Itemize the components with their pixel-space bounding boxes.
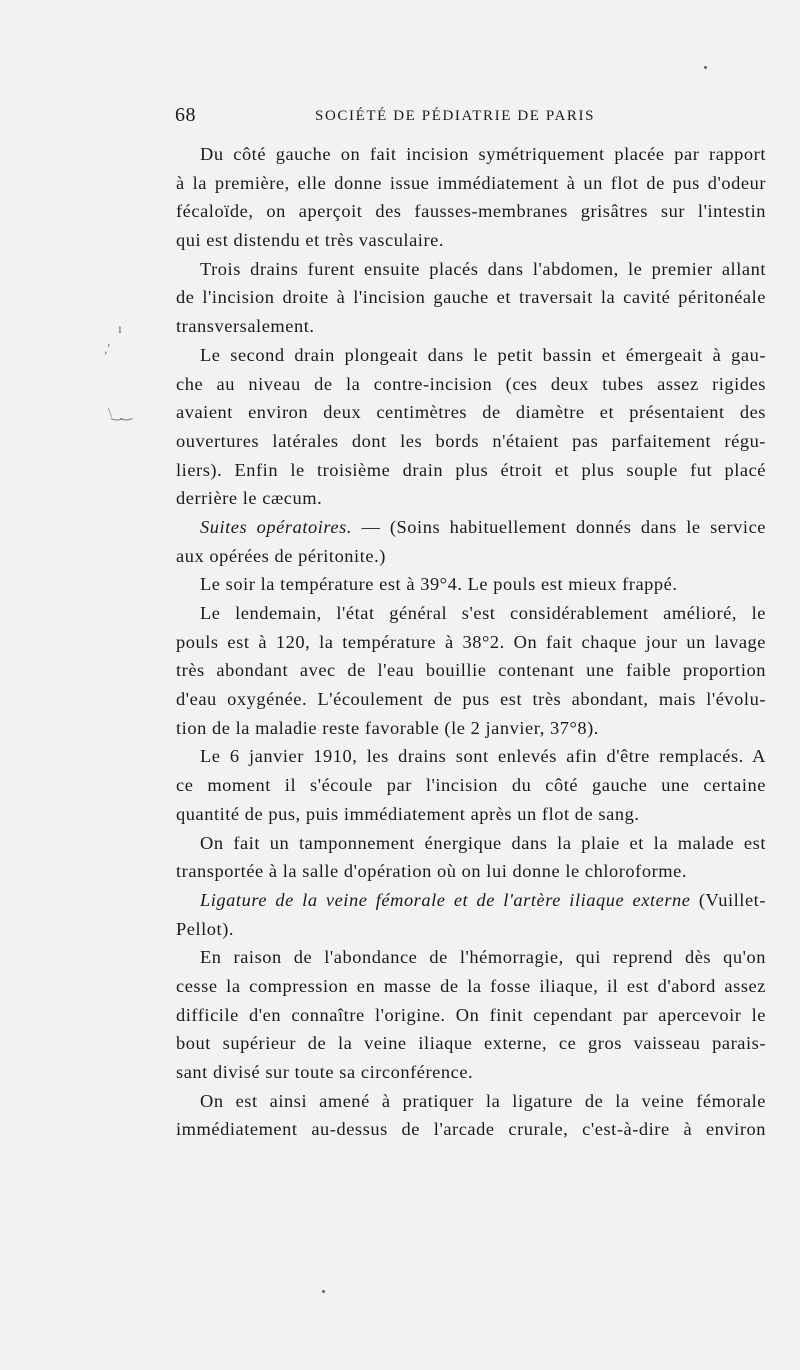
text-line	[176, 829, 766, 858]
text-line	[176, 140, 766, 169]
text-line	[176, 742, 766, 771]
line-text: qui est distendu et très vasculaire.	[176, 230, 445, 251]
line-text: Trois drains furent ensuite placés dans l'abdomen, le premier allant	[200, 258, 766, 279]
line-text: immédiatement au-dessus de l'arcade crurale, c'est-à-dire à environ	[176, 1119, 766, 1140]
line-text: — (Soins habituellement donnés dans le service	[352, 516, 766, 537]
text-line	[176, 628, 766, 657]
line-text: Du côté gauche on fait incision symétriquement placée par rapport	[200, 144, 766, 164]
text-line	[176, 714, 766, 743]
line-text: sant divisé sur toute sa circonférence.	[176, 1062, 474, 1082]
text-line	[176, 857, 766, 886]
text-line	[176, 771, 766, 800]
line-text: On fait un tamponnement énergique dans la plaie et la malade est	[200, 832, 766, 853]
text-line	[176, 1029, 766, 1058]
text-line	[176, 1001, 766, 1030]
text-line	[176, 456, 766, 485]
line-text: pouls est à 120, la température à 38°2. On fait chaque jour un lavage	[176, 631, 766, 652]
text-line	[176, 1115, 766, 1144]
text-line	[176, 484, 766, 513]
line-text: derrière le cæcum.	[176, 488, 323, 509]
text-line	[176, 800, 766, 829]
line-text: liers). Enfin le troisième drain plus étroit et plus souple fut placé	[176, 459, 766, 480]
margin-mark: ,'	[104, 342, 111, 357]
line-text: Pellot).	[176, 918, 235, 939]
text-line	[176, 656, 766, 685]
text-line	[176, 570, 766, 599]
running-title: SOCIÉTÉ DE PÉDIATRIE DE PARIS	[315, 108, 596, 124]
text-line	[176, 542, 766, 571]
text-line	[176, 255, 766, 284]
text-line	[176, 398, 766, 427]
text-line	[176, 370, 766, 399]
line-text: cesse la compression en masse de la fosse iliaque, il est d'abord assez	[176, 975, 766, 996]
margin-mark: ı	[118, 322, 122, 337]
text-line	[176, 169, 766, 198]
line-text: aux opérées de péritonite.)	[176, 545, 386, 566]
line-text: d'eau oxygénée. L'écoulement de pus est très abondant, mais l'évolu-	[176, 689, 766, 710]
line-text: quantité de pus, puis immédiatement après un flot de sang.	[176, 803, 640, 824]
line-text: avaient environ deux centimètres de diamètre et présentaient des	[176, 402, 766, 423]
text-line	[176, 283, 766, 312]
line-text: Le second drain plongeait dans le petit bassin et émergeait à gau-	[200, 344, 766, 365]
margin-mark: \ ‿‿	[108, 406, 130, 421]
line-text: bout supérieur de la veine iliaque externe, ce gros vaisseau parais-	[176, 1033, 766, 1054]
line-text: très abondant avec de l'eau bouillie contenant une faible proportion	[176, 660, 766, 681]
line-text: Le 6 janvier 1910, les drains sont enlevés afin d'être remplacés. A	[200, 746, 766, 767]
speck	[704, 66, 707, 69]
page-header	[175, 104, 765, 134]
text-line	[176, 915, 766, 944]
line-text: difficile d'en connaître l'origine. On finit cependant par apercevoir le	[176, 1004, 766, 1025]
line-text: ce moment il s'écoule par l'incision du côté gauche une certaine	[176, 775, 766, 796]
text-line	[176, 886, 766, 915]
text-line	[176, 197, 766, 226]
line-text: ouvertures latérales dont les bords n'étaient pas parfaitement régu-	[176, 430, 766, 451]
line-text: transversalement.	[176, 316, 315, 337]
line-text: tion de la maladie reste favorable (le 2 janvier, 37°8).	[176, 717, 599, 738]
italic-heading: Ligature de la veine fémorale et de l'artère iliaque externe	[200, 889, 691, 910]
text-line	[176, 972, 766, 1001]
line-text: Le lendemain, l'état général s'est considérablement amélioré, le	[200, 603, 766, 623]
text-line	[176, 513, 766, 542]
text-line	[176, 599, 766, 628]
line-text: (Vuillet-	[690, 889, 767, 910]
text-line	[176, 943, 766, 972]
text-line	[176, 226, 766, 255]
speck	[322, 1290, 325, 1293]
text-line	[176, 312, 766, 341]
line-text: En raison de l'abondance de l'hémorragie, qui reprend dès qu'on	[200, 947, 766, 968]
line-text: fécaloïde, on aperçoit des fausses-membranes grisâtres sur l'intestin	[176, 201, 766, 222]
text-line	[176, 341, 766, 370]
text-line	[176, 1087, 766, 1116]
line-text: Le soir la température est à 39°4. Le pouls est mieux frappé.	[200, 574, 678, 595]
line-text: à la première, elle donne issue immédiatement à un flot de pus d'odeur	[176, 172, 766, 193]
line-text: transportée à la salle d'opération où on lui donne le chloroforme.	[176, 861, 687, 882]
line-text: che au niveau de la contre-incision (ces deux tubes assez rigides	[176, 373, 766, 394]
line-text: On est ainsi amené à pratiquer la ligature de la veine fémorale	[200, 1090, 766, 1111]
body-text	[176, 140, 766, 1144]
page-number: 68	[175, 104, 196, 126]
line-text: de l'incision droite à l'incision gauche et traversait la cavité péritonéale	[176, 287, 766, 308]
text-line	[176, 685, 766, 714]
text-line	[176, 1058, 766, 1087]
italic-heading: Suites opératoires.	[200, 516, 352, 537]
text-line	[176, 427, 766, 456]
